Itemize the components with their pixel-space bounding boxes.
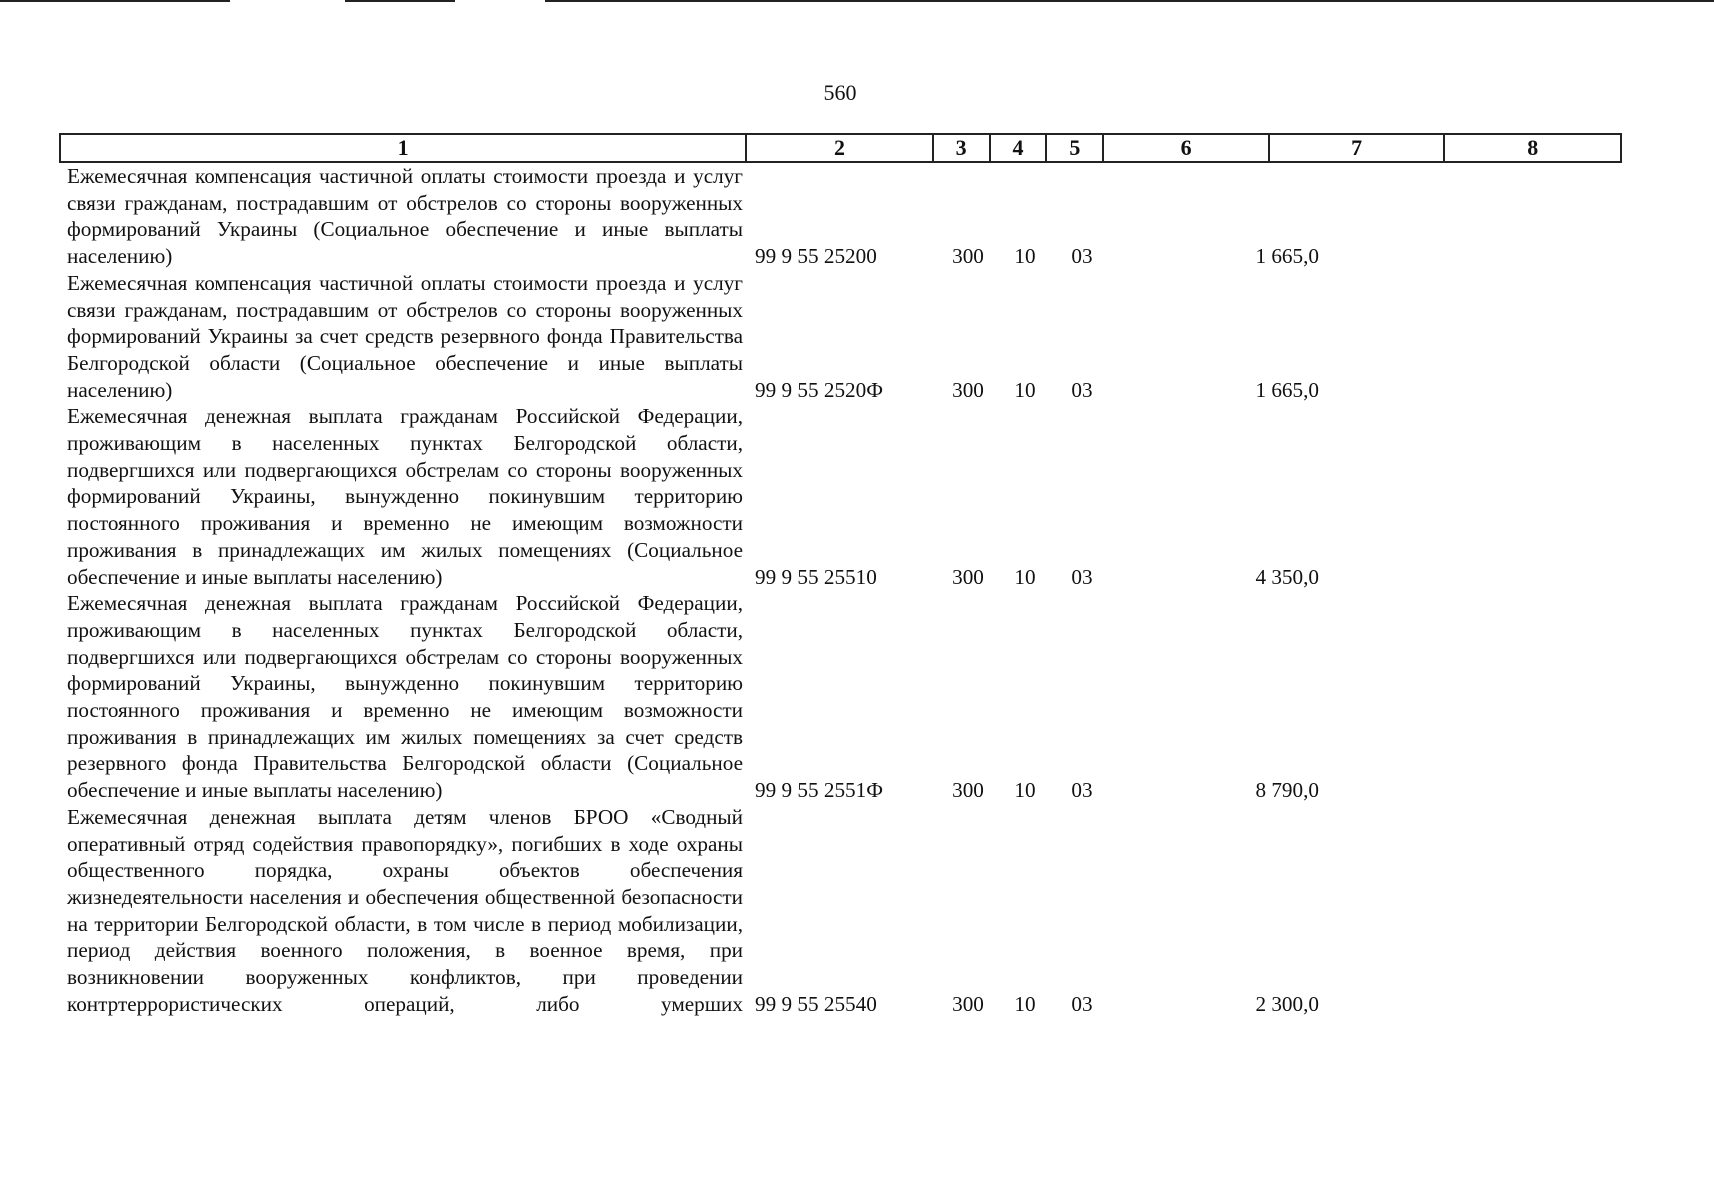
row-code: 99 9 55 25510 — [755, 564, 877, 589]
row-subsection: 03 — [1071, 564, 1093, 589]
table-body — [59, 163, 1622, 1018]
row-amount: 4 350,0 — [1255, 564, 1319, 589]
header-col-5: 5 — [1047, 135, 1104, 161]
table-row — [59, 270, 1622, 404]
header-col-7: 7 — [1270, 135, 1446, 161]
row-expense-type: 300 — [952, 991, 984, 1016]
row-description: Ежемесячная денежная выплата гражданам Российской Федерации, проживающим в населенных пунктах Белгородской области, подвергшихся или подвергающихся обстрелам со стороны вооруженных формирований Украины, вынужденно покинувшим территорию постоянного проживания и временно не имеющим возможности проживания в принадлежащих им жилых помещениях за счет средств резервного фонда Правительства Белгородской области (Социальное обеспечение и иные выплаты населению) — [67, 591, 743, 803]
row-code: 99 9 55 2551Ф — [755, 778, 883, 803]
scan-edge-line — [0, 0, 230, 2]
scan-edge-line — [545, 0, 1714, 2]
row-amount: 1 665,0 — [1255, 377, 1319, 402]
header-col-6: 6 — [1104, 135, 1270, 161]
row-code: 99 9 55 25540 — [755, 991, 877, 1016]
header-col-2: 2 — [747, 135, 934, 161]
table-row — [59, 804, 1622, 1018]
row-subsection: 03 — [1071, 377, 1093, 402]
header-col-4: 4 — [991, 135, 1048, 161]
row-expense-type: 300 — [952, 778, 984, 803]
row-subsection: 03 — [1071, 244, 1093, 269]
table-header — [59, 133, 1622, 163]
row-subsection: 03 — [1071, 778, 1093, 803]
header-col-1: 1 — [61, 135, 747, 161]
row-amount: 1 665,0 — [1255, 244, 1319, 269]
header-col-8: 8 — [1527, 135, 1539, 160]
scan-edge-line — [345, 0, 455, 2]
row-description: Ежемесячная компенсация частичной оплаты стоимости проезда и услуг связи гражданам, пострадавшим от обстрелов со стороны вооруженных формирований Украины за счет средств резервного фонда Правительства Белгородской области (Социальное обеспечение и иные выплаты населению) — [67, 270, 743, 402]
row-section: 10 — [1014, 564, 1036, 589]
row-code: 99 9 55 25200 — [755, 244, 877, 269]
row-expense-type: 300 — [952, 377, 984, 402]
row-description: Ежемесячная денежная выплата гражданам Российской Федерации, проживающим в населенных пунктах Белгородской области, подвергшихся или подвергающихся обстрелам со стороны вооруженных формирований Украины, вынужденно покинувшим территорию постоянного проживания и временно не имеющим возможности проживания в принадлежащих им жилых помещениях (Социальное обеспечение и иные выплаты населению) — [67, 404, 743, 589]
row-section: 10 — [1014, 991, 1036, 1016]
table-row — [59, 403, 1622, 590]
row-section: 10 — [1014, 244, 1036, 269]
row-amount: 8 790,0 — [1255, 778, 1319, 803]
row-description: Ежемесячная денежная выплата детям членов БРОО «Сводный оперативный отряд содействия правопорядку», погибших в ходе охраны общественного порядка, охраны объектов обеспечения жизнедеятельности населения и обеспечения общественной безопасности на территории Белгородской области, в том числе в период мобилизации, период действия военного положения, в военное время, при возникновении вооруженных конфликтов, при проведении контртеррористических операций, либо умерших — [67, 804, 743, 1016]
table-row — [59, 163, 1622, 270]
row-section: 10 — [1014, 377, 1036, 402]
row-expense-type: 300 — [952, 244, 984, 269]
page-number: 560 — [823, 80, 857, 105]
row-section: 10 — [1014, 778, 1036, 803]
row-subsection: 03 — [1071, 991, 1093, 1016]
row-expense-type: 300 — [952, 564, 984, 589]
row-description: Ежемесячная компенсация частичной оплаты стоимости проезда и услуг связи гражданам, пострадавшим от обстрелов со стороны вооруженных формирований Украины (Социальное обеспечение и иные выплаты населению) — [67, 164, 743, 269]
row-amount: 2 300,0 — [1255, 991, 1319, 1016]
row-code: 99 9 55 2520Ф — [755, 377, 883, 402]
table-row — [59, 590, 1622, 804]
header-col-3: 3 — [934, 135, 991, 161]
